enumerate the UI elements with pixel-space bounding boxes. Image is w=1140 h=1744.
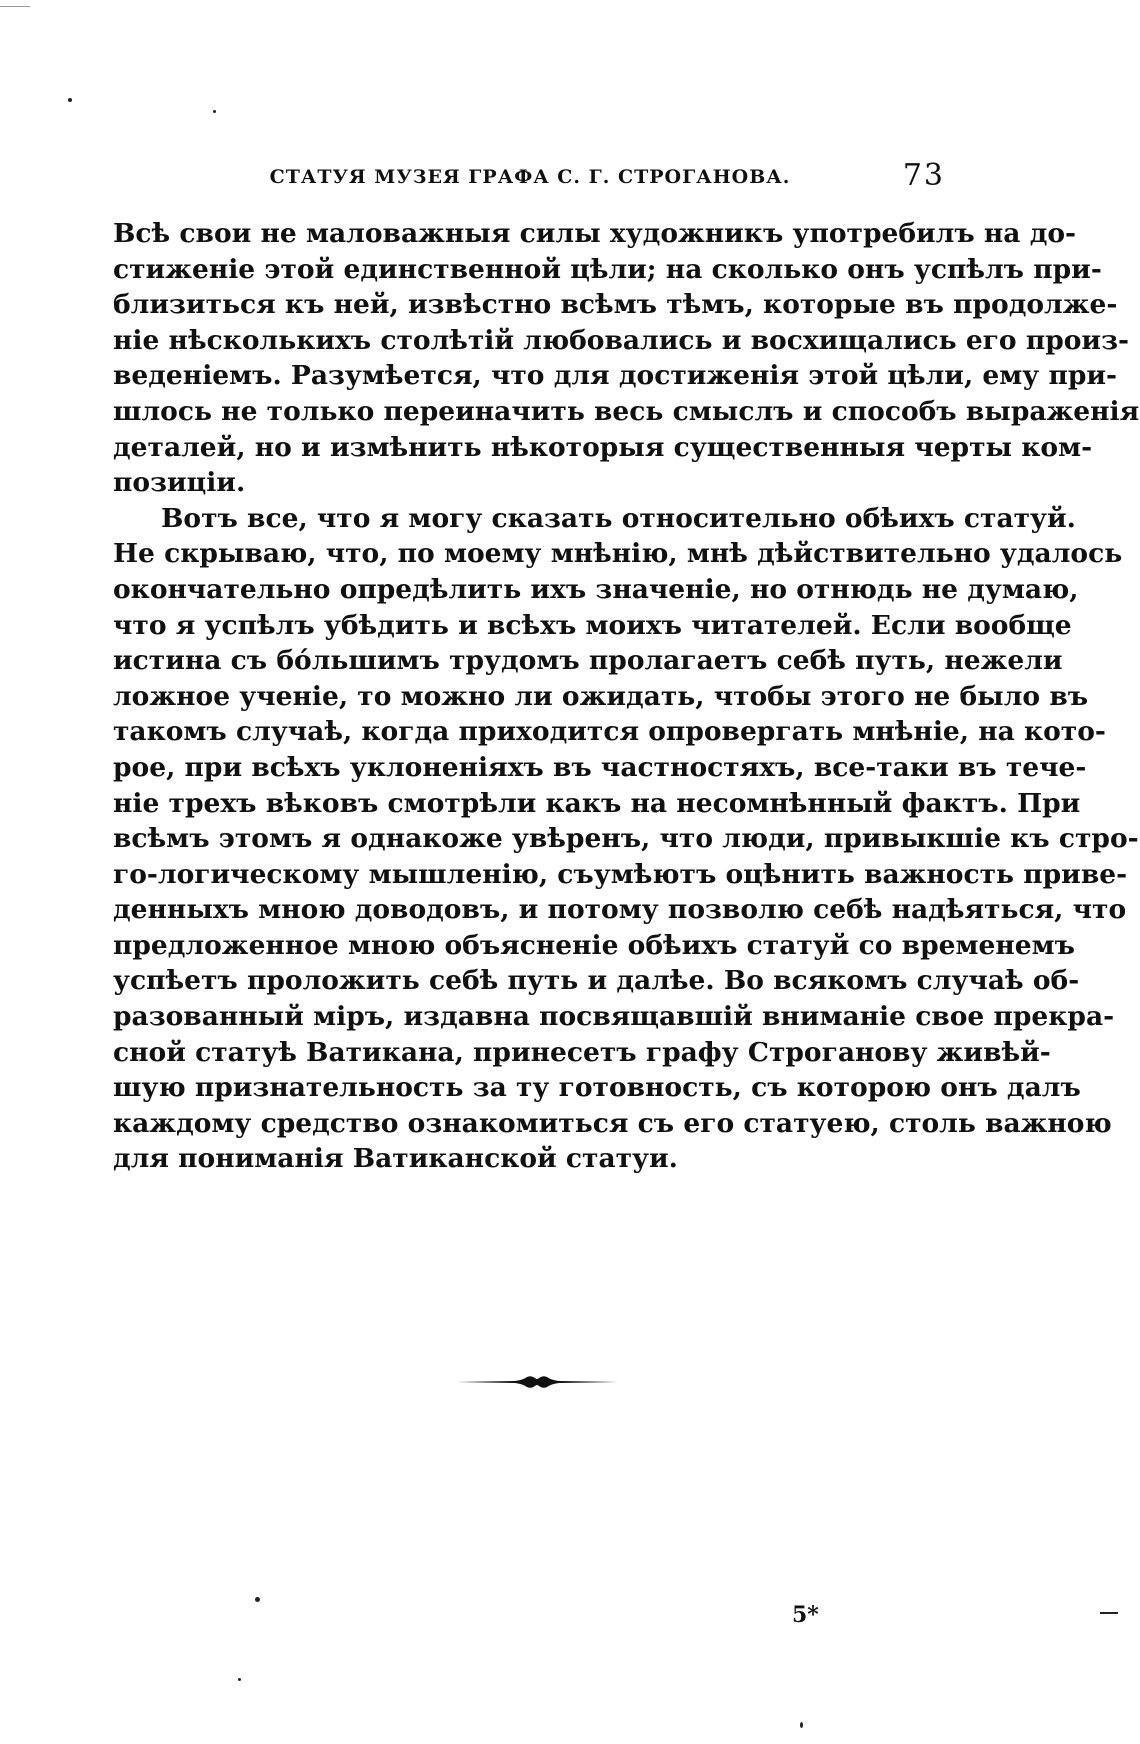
text-line: позиціи. bbox=[113, 467, 246, 499]
page-number: 73 bbox=[902, 158, 945, 193]
text-line: шлось не только переиначить весь смыслъ и способъ выраженія bbox=[113, 395, 1140, 427]
text-line: разованный міръ, издавна посвящавшій вниманіе свое прекра- bbox=[113, 1001, 1115, 1033]
scan-speck bbox=[238, 1678, 241, 1681]
text-line: успѣетъ проложить себѣ путь и далѣе. Во всякомъ случаѣ об- bbox=[113, 965, 1080, 997]
text-line: веденіемъ. Разумѣется, что для достиженія этой цѣли, ему при- bbox=[113, 360, 1118, 392]
text-line: стиженіе этой единственной цѣли; на сколько онъ успѣлъ при- bbox=[113, 253, 1102, 285]
text-line: сной статуѣ Ватикана, принесетъ графу Строганову живѣй- bbox=[113, 1036, 1051, 1068]
text-line: для пониманія Ватиканской статуи. bbox=[113, 1143, 678, 1175]
running-title: СТАТУЯ МУЗЕЯ ГРАФА С. Г. СТРОГАНОВА. bbox=[269, 166, 791, 188]
text-line: такомъ случаѣ, когда приходится опровергать мнѣніе, на кото- bbox=[113, 716, 1106, 748]
text-line: всѣмъ этомъ я однакоже увѣренъ, что люди, привыкшіе къ стро- bbox=[113, 823, 1139, 855]
body-text bbox=[113, 216, 1140, 1177]
text-line: деталей, но и измѣнить нѣкоторыя существенныя черты ком- bbox=[113, 431, 1093, 463]
text-line: шую признательность за ту готовность, съ которою онъ далъ bbox=[113, 1072, 1081, 1104]
scan-edge-mark bbox=[0, 6, 30, 7]
text-line: что я успѣлъ убѣдить и всѣхъ моихъ читателей. Если вообще bbox=[113, 609, 1072, 641]
scan-speck bbox=[213, 110, 216, 113]
text-line: ніе трехъ вѣковъ смотрѣли какъ на несомнѣнный фактъ. При bbox=[113, 787, 1081, 819]
text-line: Не скрываю, что, по моему мнѣнію, мнѣ дѣйствительно удалось bbox=[113, 538, 1123, 570]
scan-speck bbox=[68, 98, 72, 102]
text-line: близиться къ ней, извѣстно всѣмъ тѣмъ, которые въ продолже- bbox=[113, 289, 1118, 321]
text-line: ніе нѣсколькихъ столѣтій любовались и восхищались его произ- bbox=[113, 324, 1129, 356]
text-line: каждому средство ознакомиться съ его статуею, столь важною bbox=[113, 1107, 1112, 1139]
scan-speck bbox=[255, 1597, 260, 1602]
text-line: го-логическому мышленію, съумѣютъ оцѣнить важность приве- bbox=[113, 858, 1128, 890]
text-line: рое, при всѣхъ уклоненіяхъ въ частностяхъ, все-таки въ тече- bbox=[113, 751, 1087, 783]
scan-speck bbox=[800, 1722, 803, 1728]
text-line: Всѣ свои не маловажныя силы художникъ употребилъ на до- bbox=[113, 218, 1077, 249]
running-head bbox=[115, 158, 945, 198]
text-line: Вотъ все, что я могу сказать относительно обѣихъ статуй. bbox=[161, 502, 1076, 534]
text-line: истина съ бóльшимъ трудомъ пролагаетъ себѣ путь, нежели bbox=[113, 645, 1063, 677]
text-line: окончательно опредѣлить ихъ значеніе, но отнюдь не думаю, bbox=[113, 573, 1079, 605]
scan-edge-mark bbox=[1100, 1612, 1118, 1614]
text-line: ложное ученіе, то можно ли ожидать, чтобы этого не было въ bbox=[113, 680, 1089, 712]
text-line: денныхъ мною доводовъ, и потому позволю себѣ надѣяться, что bbox=[113, 894, 1127, 926]
text-line: предложенное мною объясненіе обѣихъ статуй со временемъ bbox=[113, 929, 1075, 961]
ornament-divider-icon bbox=[455, 1374, 620, 1390]
printer-signature: 5* bbox=[792, 1602, 819, 1628]
